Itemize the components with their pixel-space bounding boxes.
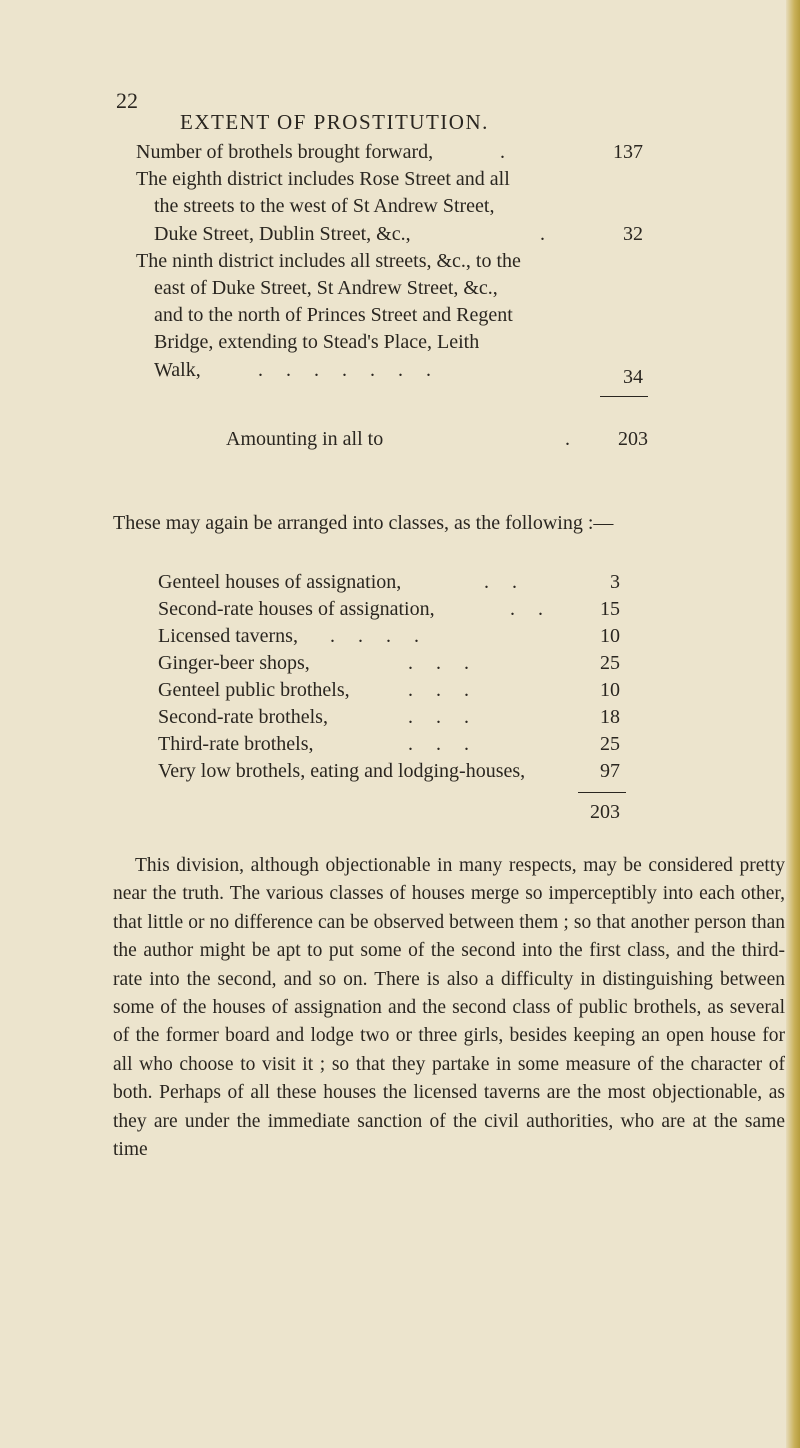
ninth-district-line: The ninth district includes all streets, &c., to the [136,250,521,272]
body-paragraph: This division, although objectionable in many respects, may be considered pretty near the truth. The various classes of houses merge so imperceptibly into each other, that little or no difference can be observed between them ; so that another person than the author might be apt to put some of the second into the first class, and the third-rate into the second, and so on. There is also a difficulty in distinguishing between some of the houses of assignation and the second class of public brothels, as several of the former board and lodge two or three girls, besides keeping an open house for all who choose to visit it ; so that they partake in some measure of the character of both. Perhaps of all these houses the licensed taverns are the most objectionable, as they are under the immediate sanction of the civil authorities, who are at the same time [113,855,785,1161]
eighth-district-line: the streets to the west of St Andrew Street, [154,195,495,217]
page-edge-shadow [786,0,800,1448]
ninth-district-line: Bridge, extending to Stead's Place, Leith [154,331,480,353]
leader-dots: . . . [408,679,478,701]
brought-forward-value: 137 [613,141,643,163]
classes-intro: These may again be arranged into classes, as the following :— [113,512,614,534]
class-row-label: Licensed taverns, [158,625,298,647]
ninth-district-line: Walk, [154,359,201,381]
class-row-value: 10 [600,679,620,701]
leader-dots: . . [484,571,526,593]
sum-rule [578,792,626,793]
class-row-label: Third-rate brothels, [158,733,314,755]
class-row-value: 25 [600,652,620,674]
class-row-label: Genteel public brothels, [158,679,350,701]
class-row-value: 97 [600,760,620,782]
ninth-district-line: and to the north of Princes Street and Regent [154,304,513,326]
leader-dots: . [540,223,554,245]
page-number: 22 [116,88,138,113]
ninth-district-line: east of Duke Street, St Andrew Street, &c., [154,277,498,299]
brought-forward-label: Number of brothels brought forward, [136,141,434,163]
class-row-value: 3 [610,571,620,593]
leader-dots: . [500,141,514,163]
leader-dots: . . . [408,733,478,755]
leader-dots: . . . . [330,625,428,647]
district-total-value: 203 [618,428,648,450]
classes-total-value: 203 [590,801,620,823]
leader-dots: . . [510,598,552,620]
class-row-value: 15 [600,598,620,620]
leader-dots: . . . [408,652,478,674]
class-row-label: Very low brothels, eating and lodging-houses, [158,760,526,782]
leader-dots: . [565,428,579,450]
eighth-district-line: The eighth district includes Rose Street and all [136,168,510,190]
class-row-value: 18 [600,706,620,728]
district-total-label: Amounting in all to [226,428,384,450]
class-row-value: 10 [600,625,620,647]
class-row-label: Second-rate brothels, [158,706,328,728]
ninth-district-value: 34 [623,366,643,388]
eighth-district-line: Duke Street, Dublin Street, &c., [154,223,411,245]
eighth-district-value: 32 [623,223,643,245]
class-row-label: Ginger-beer shops, [158,652,310,674]
class-row-value: 25 [600,733,620,755]
running-head: EXTENT OF PROSTITUTION. [180,110,489,134]
class-row-label: Genteel houses of assignation, [158,571,402,593]
sum-rule [600,396,648,397]
leader-dots: . . . [408,706,478,728]
class-row-label: Second-rate houses of assignation, [158,598,435,620]
leader-dots: . . . . . . . [258,359,440,381]
